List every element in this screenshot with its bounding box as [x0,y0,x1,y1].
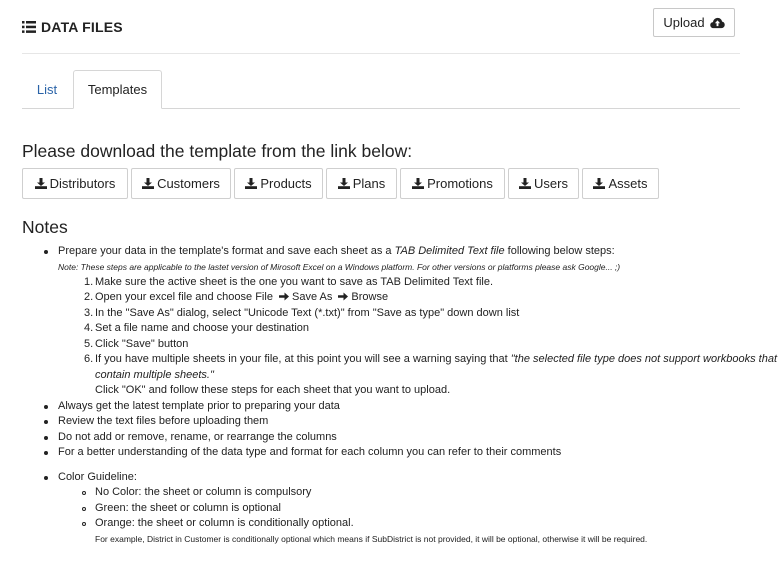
small-note: Note: These steps are applicable to the lastet version of Mirosoft Excel on a Windows platform. For other versions or platforms please ask Google... ;) [58,261,621,272]
page-title: DATA FILES [41,19,123,35]
notes-section [0,244,779,546]
download-distributors-button[interactable] [22,168,128,199]
note-prepare-prefix: Prepare your data in the template's format and save each sheet as a [58,245,395,257]
step-6-warning: "the selected file type does not support workbooks that contain multiple sheets." [95,353,778,381]
step-6-continuation: Click "OK" and follow these steps for each sheet that you want to upload. [95,384,451,396]
download-users-label: Users [534,176,568,191]
note-prepare [0,244,779,260]
tab-bar [22,70,740,109]
note-bullet: For a better understanding of the data type and format for each column you can refer to their comments [0,445,779,461]
step-3-text: In the "Save As" dialog, select "Unicode Text (*.txt)" from "Save as type" down down list [95,306,520,319]
download-icon [35,178,47,189]
download-plans-button[interactable] [326,168,397,199]
download-icon [338,178,350,189]
step-3: 3. In the "Save As" dialog, select "Unicode Text (*.txt)" from "Save as type" down down list [84,306,520,319]
note-bullet: Always get the latest template prior to preparing your data [0,399,779,415]
step-5-text: Click "Save" button [95,337,189,350]
download-customers-button[interactable] [131,168,231,199]
download-icon [142,178,154,189]
tab-list[interactable]: List [36,81,58,97]
download-distributors-label: Distributors [49,176,116,191]
step-6: 6. If you have multiple sheets in your file, at this point you will see a warning saying that "the selected file type does not support workbooks that contain multiple sheets." [84,353,778,381]
arrow-right-icon [338,292,348,301]
download-customers-label: Customers [157,176,220,191]
step-6-text: If you have multiple sheets in your file, at this point you will see a warning saying that [95,353,511,365]
step-4: 4. Set a file name and choose your destination [84,322,310,334]
download-promotions-label: Promotions [427,176,493,191]
step-5: 5. Click "Save" button [84,337,189,350]
notes-heading: Notes [22,217,68,237]
note-prepare-suffix: following below steps: [504,245,615,257]
note-prepare-italic: TAB Delimited Text file [394,245,505,257]
download-icon [519,178,531,189]
upload-button[interactable] [653,8,735,37]
step-4-text: Set a file name and choose your destination [95,322,310,334]
download-icon [245,178,257,189]
note-bullet: Do not add or remove, rename, or rearrange the columns [0,430,779,446]
tab-templates[interactable]: Templates [73,70,162,109]
color-guideline-item: Orange: the sheet or column is conditionally optional. [95,516,779,532]
color-guideline-item: Green: the sheet or column is optional [95,501,779,517]
download-users-button[interactable] [508,168,579,199]
color-guideline-example: For example, District in Customer is conditionally optional which means if SubDistrict is not provided, it will be optional, otherwise it will be required. [95,533,648,544]
note-bullet: Review the text files before uploading them [0,414,779,430]
step-1-text: Make sure the active sheet is the one you want to save as TAB Delimited Text file. [95,275,494,288]
color-guideline-title: Color Guideline: [0,470,779,486]
step-1: 1. Make sure the active sheet is the one you want to save as TAB Delimited Text file. [84,275,494,288]
color-guideline-list [0,485,779,532]
download-promotions-button[interactable] [400,168,505,199]
step-2-browse: Browse [351,291,389,303]
steps-list [0,275,779,384]
download-assets-label: Assets [608,176,648,191]
color-guideline-item: No Color: the sheet or column is compulsory [95,485,779,501]
cloud-upload-icon [710,17,725,29]
download-assets-button[interactable] [582,168,659,199]
download-plans-label: Plans [352,176,386,191]
download-products-label: Products [260,176,312,191]
download-heading: Please download the template from the link below: [22,141,413,161]
download-icon [412,178,424,189]
download-products-button[interactable] [234,168,323,199]
list-icon [22,21,36,33]
arrow-right-icon [279,292,289,301]
template-button-row [22,168,662,199]
upload-label: Upload [663,15,705,30]
step-2: 2. Open your excel file and choose File Save As Browse [84,291,389,303]
header-divider [22,53,740,54]
page-header [22,14,123,40]
step-2-save-as: Save As [292,291,333,303]
download-icon [593,178,605,189]
step-2-text: Open your excel file and choose File [95,291,273,303]
